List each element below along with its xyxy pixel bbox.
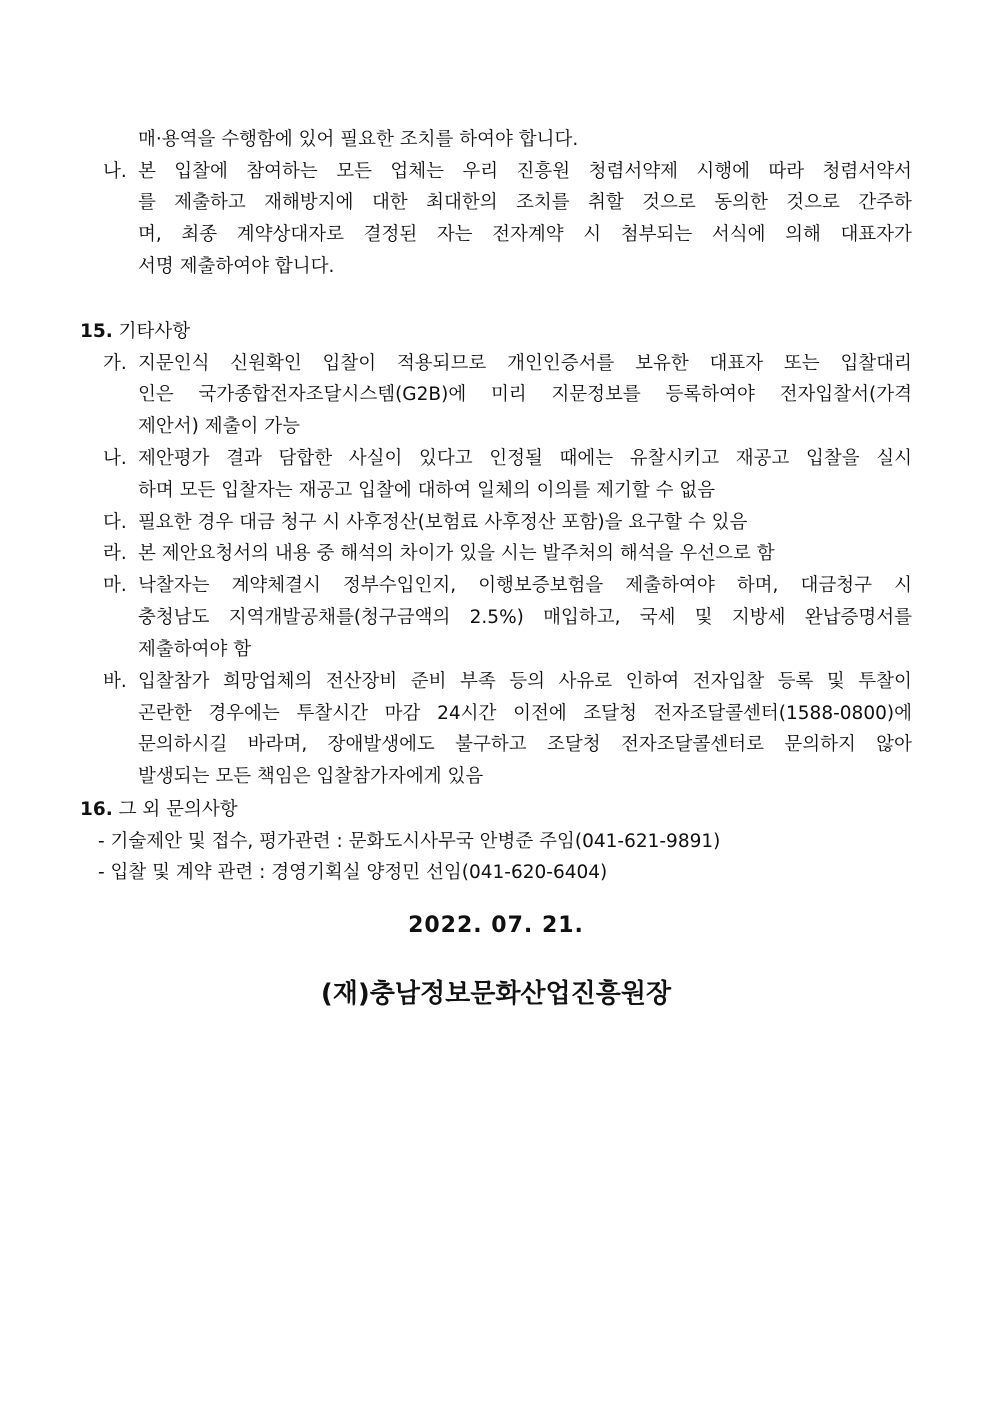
item-text-line: 제안평가 결과 담합한 사실이 있다고 인정될 때에는 유찰시키고 재공고 입찰을 실시 bbox=[138, 448, 912, 469]
intro-line: 매·용역을 수행함에 있어 필요한 조치를 하여야 합니다. bbox=[138, 129, 579, 150]
item-marker: 라. bbox=[103, 543, 127, 564]
item-text-line: 를 제출하고 재해방지에 대한 최대한의 조치를 취할 것으로 동의한 것으로 간주하 bbox=[138, 192, 912, 213]
section-number: 15. bbox=[80, 321, 113, 342]
item-text-line: 발생되는 모든 책임은 입찰참가자에게 있음 bbox=[138, 766, 484, 787]
section-16-heading bbox=[80, 796, 238, 824]
organization-signature: (재)충남정보문화산업진흥원장 bbox=[320, 979, 672, 1009]
item-marker: 다. bbox=[103, 512, 127, 533]
item-text-line: 며, 최종 계약상대자로 결정된 자는 전자계약 시 첨부되는 서식에 의해 대표자가 bbox=[138, 224, 912, 245]
item-text-line: 인은 국가종합전자조달시스템(G2B)에 미리 지문정보를 등록하여야 전자입찰서(가격 bbox=[138, 384, 912, 405]
item-text-line: 하며 모든 입찰자는 재공고 입찰에 대하여 일체의 이의를 제기할 수 없음 bbox=[138, 480, 716, 501]
item-text-line: 본 제안요청서의 내용 중 해석의 차이가 있을 시는 발주처의 해석을 우선으로 함 bbox=[138, 543, 775, 564]
item-text-line: 입찰참가 희망업체의 전산장비 준비 부족 등의 사유로 인하여 전자입찰 등록 및 투찰이 bbox=[138, 671, 912, 692]
item-text-line: 곤란한 경우에는 투찰시간 마감 24시간 이전에 조달청 전자조달콜센터(1588-0800)에 bbox=[138, 703, 912, 724]
contact-line: - 입찰 및 계약 관련 : 경영기획실 양정민 선임(041-620-6404) bbox=[98, 862, 608, 883]
item-marker: 가. bbox=[103, 353, 127, 374]
section-number: 16. bbox=[80, 799, 113, 820]
item-text-line: 충청남도 지역개발공채를(청구금액의 2.5%) 매입하고, 국세 및 지방세 완납증명서를 bbox=[138, 607, 912, 628]
item-marker: 나. bbox=[103, 448, 127, 469]
document-date: 2022. 07. 21. bbox=[408, 913, 584, 938]
item-text-line: 문의하시길 바라며, 장애발생에도 불구하고 조달청 전자조달콜센터로 문의하지 않아 bbox=[138, 734, 912, 755]
contact-line: - 기술제안 및 접수, 평가관련 : 문화도시사무국 안병준 주임(041-621-9891) bbox=[98, 831, 721, 852]
item-marker: 나. bbox=[103, 161, 127, 182]
item-text-line: 필요한 경우 대금 청구 시 사후정산(보험료 사후정산 포함)을 요구할 수 있음 bbox=[138, 512, 748, 533]
section-title: 그 외 문의사항 bbox=[118, 799, 238, 820]
item-marker: 마. bbox=[103, 575, 127, 596]
item-text-line: 제출하여야 함 bbox=[138, 639, 252, 660]
item-marker: 바. bbox=[103, 671, 127, 692]
item-text-line: 낙찰자는 계약체결시 정부수입인지, 이행보증보험을 제출하여야 하며, 대금청구 시 bbox=[138, 575, 912, 596]
item-text-line: 지문인식 신원확인 입찰이 적용되므로 개인인증서를 보유한 대표자 또는 입찰대리 bbox=[138, 353, 912, 374]
item-text-line: 서명 제출하여야 합니다. bbox=[138, 256, 335, 277]
section-15-heading bbox=[80, 318, 190, 346]
section-title: 기타사항 bbox=[118, 321, 191, 342]
item-text-line: 제안서) 제출이 가능 bbox=[138, 416, 300, 437]
item-text-line: 본 입찰에 참여하는 모든 업체는 우리 진흥원 청렴서약제 시행에 따라 청렴서약서 bbox=[138, 161, 912, 182]
